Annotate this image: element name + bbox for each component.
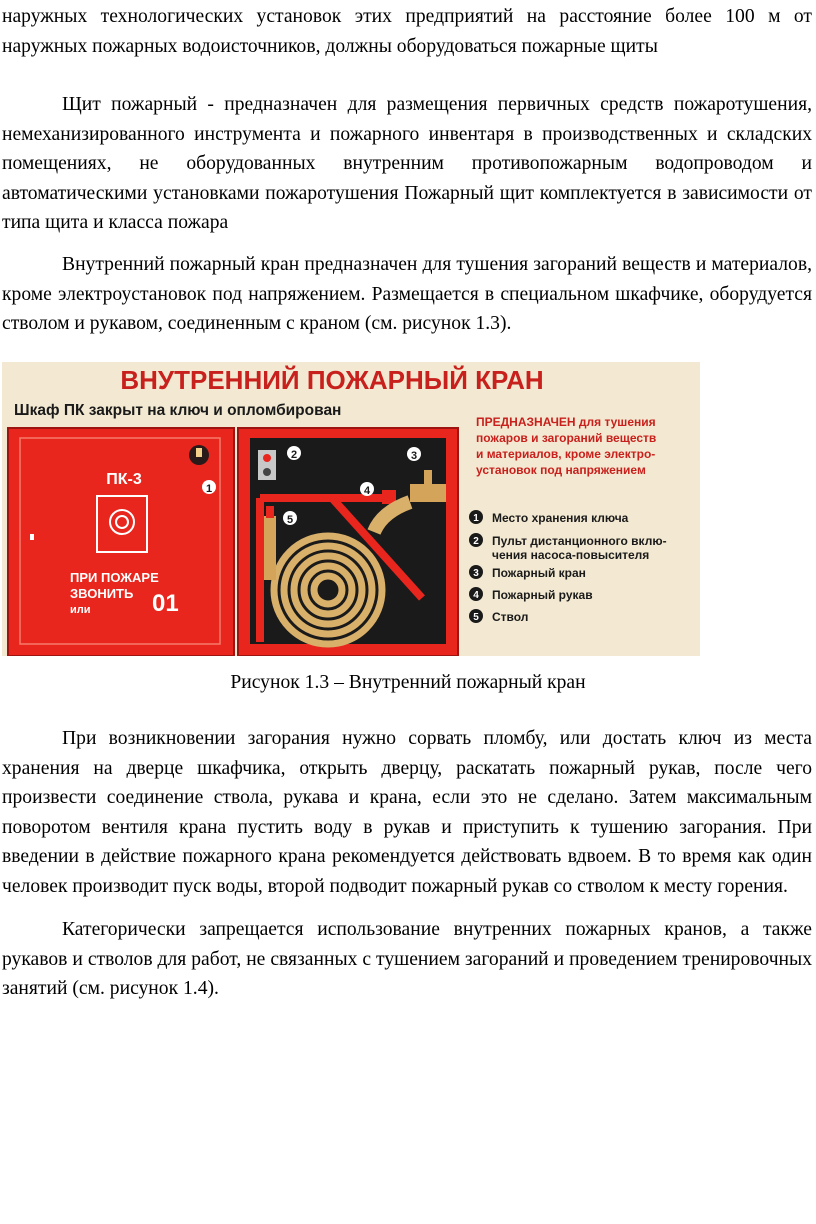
call-text-3: или	[70, 604, 91, 616]
svg-text:Пожарный рукав: Пожарный рукав	[492, 588, 593, 602]
svg-text:и материалов, кроме электро-: и материалов, кроме электро-	[476, 447, 656, 461]
paragraph-fire-shield	[2, 90, 812, 238]
legend-item-5	[469, 609, 528, 624]
svg-text:Пожарный кран: Пожарный кран	[492, 566, 586, 580]
svg-text:установок под напряжением: установок под напряжением	[476, 463, 646, 477]
svg-text:2: 2	[473, 536, 479, 547]
cabinet-label: ПК-3	[106, 471, 142, 488]
paragraph-text: наружных технологических установок этих предприятий на расстояние более 100 м от наружных пожарных водоисточников, должны оборудоваться пожарные щиты	[2, 6, 812, 57]
call-text-1: ПРИ ПОЖАРЕ	[70, 570, 159, 585]
svg-text:4: 4	[473, 590, 479, 601]
svg-text:5: 5	[286, 514, 294, 526]
figure-caption: Рисунок 1.3 – Внутренний пожарный кран	[230, 672, 586, 693]
legend-item-2	[469, 533, 667, 562]
key-icon	[196, 448, 202, 457]
paragraph-procedure	[2, 724, 812, 902]
pipe-horizontal	[260, 494, 390, 502]
svg-text:5: 5	[473, 612, 479, 623]
svg-text:Пульт дистанционного вклю-: Пульт дистанционного вклю-	[492, 534, 667, 548]
legend-item-1	[469, 510, 629, 525]
svg-text:3: 3	[473, 568, 479, 579]
svg-text:чения насоса-повысителя: чения насоса-повысителя	[492, 548, 650, 562]
svg-text:Место хранения ключа: Место хранения ключа	[492, 511, 629, 525]
call-number: 01	[152, 590, 179, 617]
figure-subtitle: Шкаф ПК закрыт на ключ и опломбирован	[14, 402, 342, 419]
figure-title: ВНУТРЕННИЙ ПОЖАРНЫЙ КРАН	[120, 365, 544, 395]
paragraph-text: Категорически запрещается использование внутренних пожарных кранов, а также рукавов и стволов для работ, не связанных с тушением загораний и проведением тренировочных занятий (см. рисунок 1.4).	[2, 919, 812, 1000]
svg-text:Ствол: Ствол	[492, 610, 529, 624]
valve-body	[410, 484, 446, 502]
paragraph-text: Внутренний пожарный кран предназначен для тушения загораний веществ и материалов, кроме электроустановок под напряжением. Размещается в специальном шкафчике, оборудуется стволом и рукавом, соединенным с краном (см. рисунок 1.3).	[2, 254, 812, 335]
svg-text:ПРЕДНАЗНАЧЕН для тушения: ПРЕДНАЗНАЧЕН для тушения	[476, 415, 656, 429]
svg-text:1: 1	[473, 513, 479, 524]
paragraph-continuation	[2, 2, 812, 61]
paragraph-text: Щит пожарный - предназначен для размещения первичных средств пожаротушения, немеханизированного инструмента и пожарного инвентаря в производственных и складских помещениях, не оборудованных внутренним противопожарным водопроводом и автоматическими установками пожаротушения Пожарный щит комплектуется в зависимости от типа щита и класса пожара	[2, 94, 812, 234]
svg-text:4: 4	[363, 485, 371, 497]
call-text-2: ЗВОНИТЬ	[70, 586, 134, 601]
nozzle	[264, 516, 276, 580]
door-handle	[30, 534, 34, 540]
figure-fire-hydrant-illustration	[2, 362, 700, 656]
paragraph-prohibition	[2, 915, 812, 1004]
paragraph-fire-hydrant	[2, 250, 812, 339]
svg-text:1: 1	[205, 483, 213, 495]
svg-text:3: 3	[410, 450, 418, 462]
svg-text:2: 2	[290, 449, 298, 461]
paragraph-text: При возникновении загорания нужно сорвать пломбу, или достать ключ из места хранения на дверце шкафчика, открыть дверцу, раскатать пожарный рукав, после чего произвести соединение ствола, рукава и крана, если это не сделано. Затем максимальным поворотом вентиля крана пустить воду в рукав и приступить к тушению загорания. При введении в действие пожарного крана рекомендуется действовать вдвоем. В то время как один человек производит пуск воды, второй подводит пожарный рукав со стволом к месту горения.	[2, 728, 812, 897]
svg-text:пожаров и загораний веществ: пожаров и загораний веществ	[476, 431, 657, 445]
